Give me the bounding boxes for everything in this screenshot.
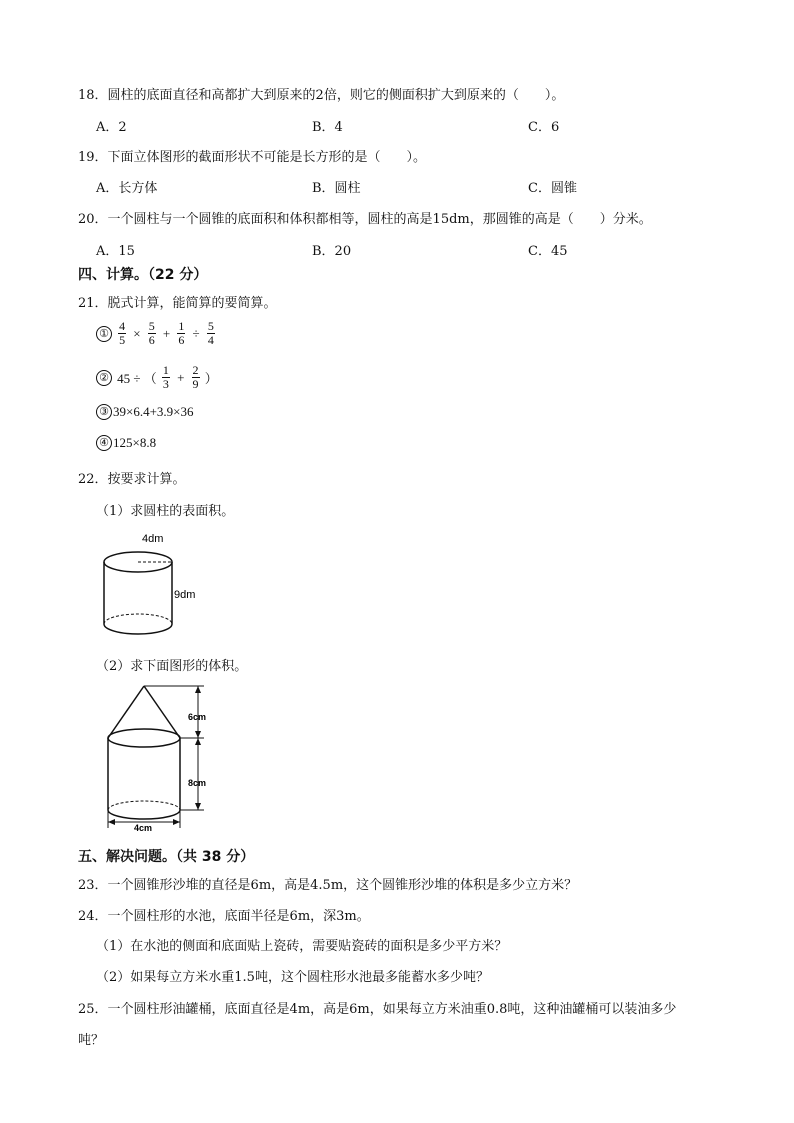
arrow-head	[195, 686, 201, 693]
question-22-part-1: （1）求圆柱的表面积。	[96, 504, 235, 519]
q20-option-c[interactable]: C．45	[528, 244, 568, 259]
question-18: 18．圆柱的底面直径和高都扩大到原来的2倍，则它的侧面积扩大到原来的（ ）。	[78, 88, 565, 103]
diameter-label: 4cm	[134, 823, 153, 833]
expression-3	[96, 404, 194, 420]
cone-height-label: 6cm	[188, 712, 207, 722]
section-4-heading: 四、计算。（22 分）	[78, 267, 208, 283]
fraction: $\frac{5}{4}$	[207, 319, 214, 347]
expression-2	[96, 364, 218, 391]
marker-4: ④	[96, 435, 112, 451]
cylinder-figure	[96, 528, 216, 638]
cone-cylinder-figure	[100, 680, 240, 835]
diameter-label: 4dm	[142, 533, 164, 545]
expression-4	[96, 435, 156, 451]
question-21: 21．脱式计算，能简算的要简算。	[78, 296, 277, 311]
question-25-line-1: 25．一个圆柱形油罐桶，底面直径是4m，高是6m，如果每立方米油重0.8吨，这种油罐桶可以装油多少	[78, 1002, 677, 1017]
question-20: 20．一个圆柱与一个圆锥的底面积和体积都相等，圆柱的高是15dm，那圆锥的高是（ ）分米。	[78, 212, 652, 227]
expression-1	[96, 320, 216, 347]
fraction: $\frac{1}{6}$	[178, 319, 185, 347]
question-24-part-2: （2）如果每立方米水重1.5吨，这个圆柱形水池最多能蓄水多少吨？	[96, 970, 489, 985]
arrow-head	[195, 738, 201, 745]
q18-option-b[interactable]: B．4	[312, 120, 343, 135]
q19-option-a[interactable]: A．长方体	[96, 181, 158, 196]
section-5-heading: 五、解决问题。（共 38 分）	[78, 849, 255, 865]
expression-text: 45 ÷ （	[117, 371, 157, 386]
q19-option-b[interactable]: B．圆柱	[312, 181, 361, 196]
arrow-head	[108, 819, 115, 825]
expression-text: 39×6.4+3.9×36	[113, 404, 194, 419]
height-label: 9dm	[174, 589, 196, 601]
q18-option-c[interactable]: C．6	[528, 120, 560, 135]
cylinder-bottom-front	[104, 624, 172, 634]
arrow-head	[173, 819, 180, 825]
expression-text: ）	[204, 371, 218, 386]
question-24-part-1: （1）在水池的侧面和底面贴上瓷砖，需要贴瓷砖的面积是多少平方米？	[96, 939, 508, 954]
cylinder-height-label: 8cm	[188, 778, 207, 788]
operator: +	[177, 369, 185, 385]
fraction: $\frac{2}{9}$	[192, 363, 199, 391]
question-24: 24．一个圆柱形的水池，底面半径是6m，深3m。	[78, 909, 370, 924]
fraction: $\frac{4}{5}$	[119, 319, 126, 347]
operator: ×	[133, 325, 141, 341]
arrow-head	[195, 803, 201, 810]
q20-option-a[interactable]: A．15	[96, 244, 135, 259]
cylinder-bottom-back	[104, 614, 172, 624]
question-22-part-2: （2）求下面图形的体积。	[96, 659, 248, 674]
operator: ÷	[192, 325, 200, 341]
arrow-head	[195, 731, 201, 738]
marker-2: ②	[96, 370, 112, 386]
question-23: 23．一个圆锥形沙堆的直径是6m，高是4.5m，这个圆锥形沙堆的体积是多少立方米？	[78, 878, 578, 893]
cylinder-bottom-back	[108, 801, 180, 810]
marker-3: ③	[96, 404, 112, 420]
fraction: $\frac{1}{3}$	[162, 363, 169, 391]
question-22: 22．按要求计算。	[78, 472, 186, 487]
cylinder-top-ellipse	[108, 729, 180, 747]
question-25-line-2: 吨？	[78, 1033, 105, 1048]
operator: +	[162, 325, 171, 341]
fraction: $\frac{5}{6}$	[148, 319, 155, 347]
expression-text: 125×8.8	[113, 435, 157, 450]
q20-option-b[interactable]: B．20	[312, 244, 352, 259]
marker-1: ①	[96, 326, 112, 342]
cylinder-bottom-front	[108, 810, 180, 819]
q19-option-c[interactable]: C．圆锥	[528, 181, 577, 196]
question-19: 19．下面立体图形的截面形状不可能是长方形的是（ ）。	[78, 150, 427, 165]
q18-option-a[interactable]: A．2	[96, 120, 127, 135]
